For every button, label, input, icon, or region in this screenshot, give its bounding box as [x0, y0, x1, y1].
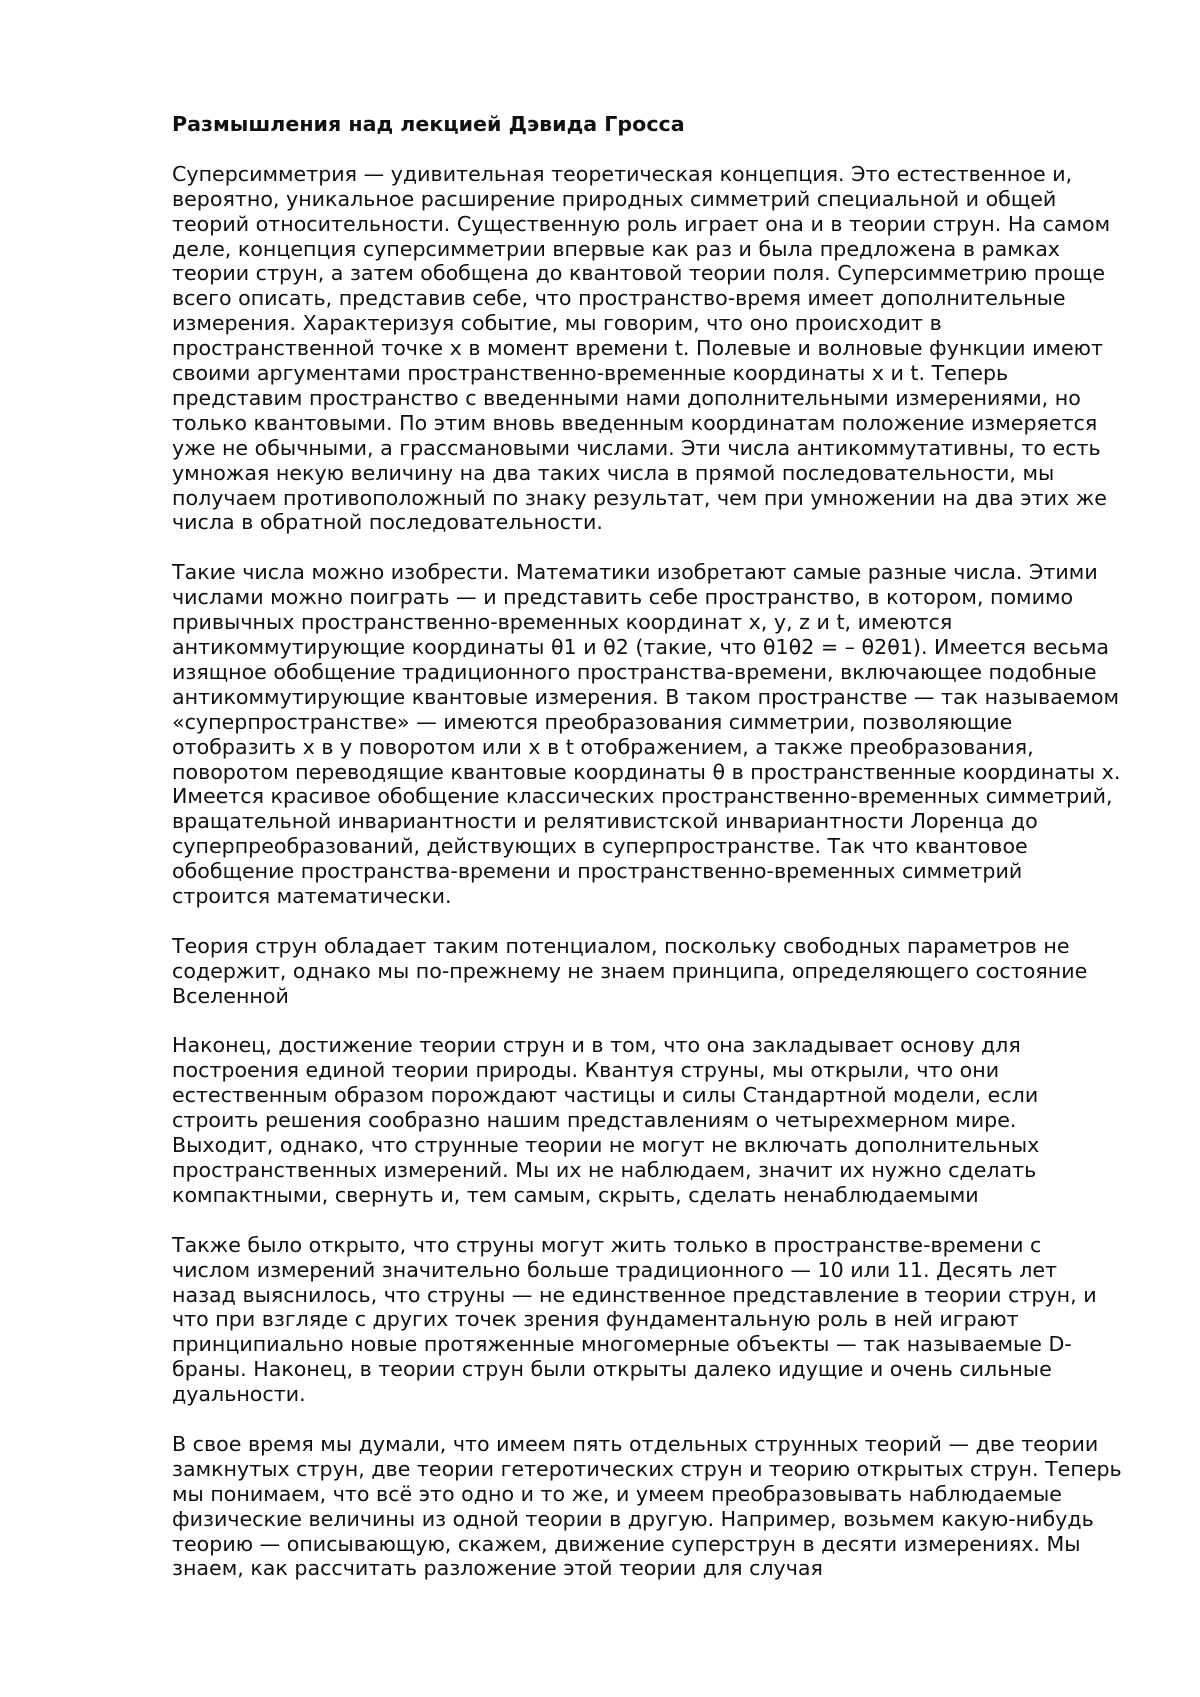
paragraph: Наконец, достижение теории струн и в том, что она закладывает основу для построения единой теории природы. Квантуя струны, мы открыли, что они естественным образом порождают частицы и силы Стандартной модели, если строить решения сообразно нашим представлениям о четырехмерном мире. Выходит, однако, что струнные теории не могут не включать дополнительных пространственных измерений. Мы их не наблюдаем, значит их нужно сделать компактными, свернуть и, тем самым, скрыть, сделать ненаблюдаемыми — [172, 1033, 1040, 1207]
paragraph: Такие числа можно изобрести. Математики изобретают самые разные числа. Этими числами можно поиграть — и представить себе пространство, в котором, помимо привычных пространственно-временных координат x, y, z и t, имеются антикоммутирующие координаты θ1 и θ2 (такие, что θ1θ2 = – θ2θ1). Имеется весьма изящное обобщение традиционного пространства-времени, включающее подобные антикоммутирующие квантовые измерения. В таком пространстве — так называемом «суперпространстве» — имеются преобразования симметрии, позволяющие отобразить x в y поворотом или x в t отображением, а также преобразования, поворотом переводящие квантовые координаты θ в пространственные координаты x. Имеется красивое обобщение классических пространственно-временных симметрий, вращательной инвариантности и релятивистской инвариантности Лоренца до суперпреобразований, действующих в суперпространстве. Так что квантовое обобщение пространства-времени и пространственно-временных симметрий строится математически. — [172, 560, 1121, 909]
document-title: Размышления над лекцией Дэвида Гросса — [172, 112, 685, 136]
paragraph: Суперсимметрия — удивительная теоретическая концепция. Это естественное и, вероятно, уникальное расширение природных симметрий специальной и общей теорий относительности. Существенную роль играет она и в теории струн. На самом деле, концепция суперсимметрии впервые как раз и была предложена в рамках теории струн, а затем обобщена до квантовой теории поля. Суперсимметрию проще всего описать, представив себе, что пространство-время имеет дополнительные измерения. Характеризуя событие, мы говорим, что оно происходит в пространственной точке x в момент времени t. Полевые и волновые функции имеют своими аргументами пространственно-временные координаты x и t. Теперь представим пространство с введенными нами дополнительными измерениями, но только квантовыми. По этим вновь введенным координатам положение измеряется уже не обычными, а грассмановыми числами. Эти числа антикоммутативны, то есть умножая некую величину на два таких числа в прямой последовательности, мы получаем противоположный по знаку результат, чем при умножении на два этих же числа в обратной последовательности. — [172, 161, 1111, 535]
document-page — [172, 112, 1122, 1606]
paragraph: Также было открыто, что струны могут жить только в пространстве-времени с числом измерений значительно больше традиционного — 10 или 11. Десять лет назад выяснилось, что струны — не единственное представление в теории струн, и что при взгляде с других точек зрения фундаментальную роль в ней играют принципиально новые протяженные многомерные объекты — так называемые D-браны. Наконец, в теории струн были открыты далеко идущие и очень сильные дуальности. — [172, 1232, 1097, 1407]
paragraph: В свое время мы думали, что имеем пять отдельных струнных теорий — две теории замкнутых струн, две теории гетеротических струн и теорию открытых струн. Теперь мы понимаем, что всё это одно и то же, и умеем преобразовывать наблюдаемые физические величины из одной теории в другую. Например, возьмем какую-нибудь теорию — описывающую, скажем, движение суперструн в десяти измерениях. Мы знаем, как рассчитать разложение этой теории для случая — [172, 1431, 1122, 1581]
paragraph: Теория струн обладает таким потенциалом, поскольку свободных параметров не содержит, однако мы по-прежнему не знаем принципа, определяющего состояние Вселенной — [172, 933, 1088, 1008]
